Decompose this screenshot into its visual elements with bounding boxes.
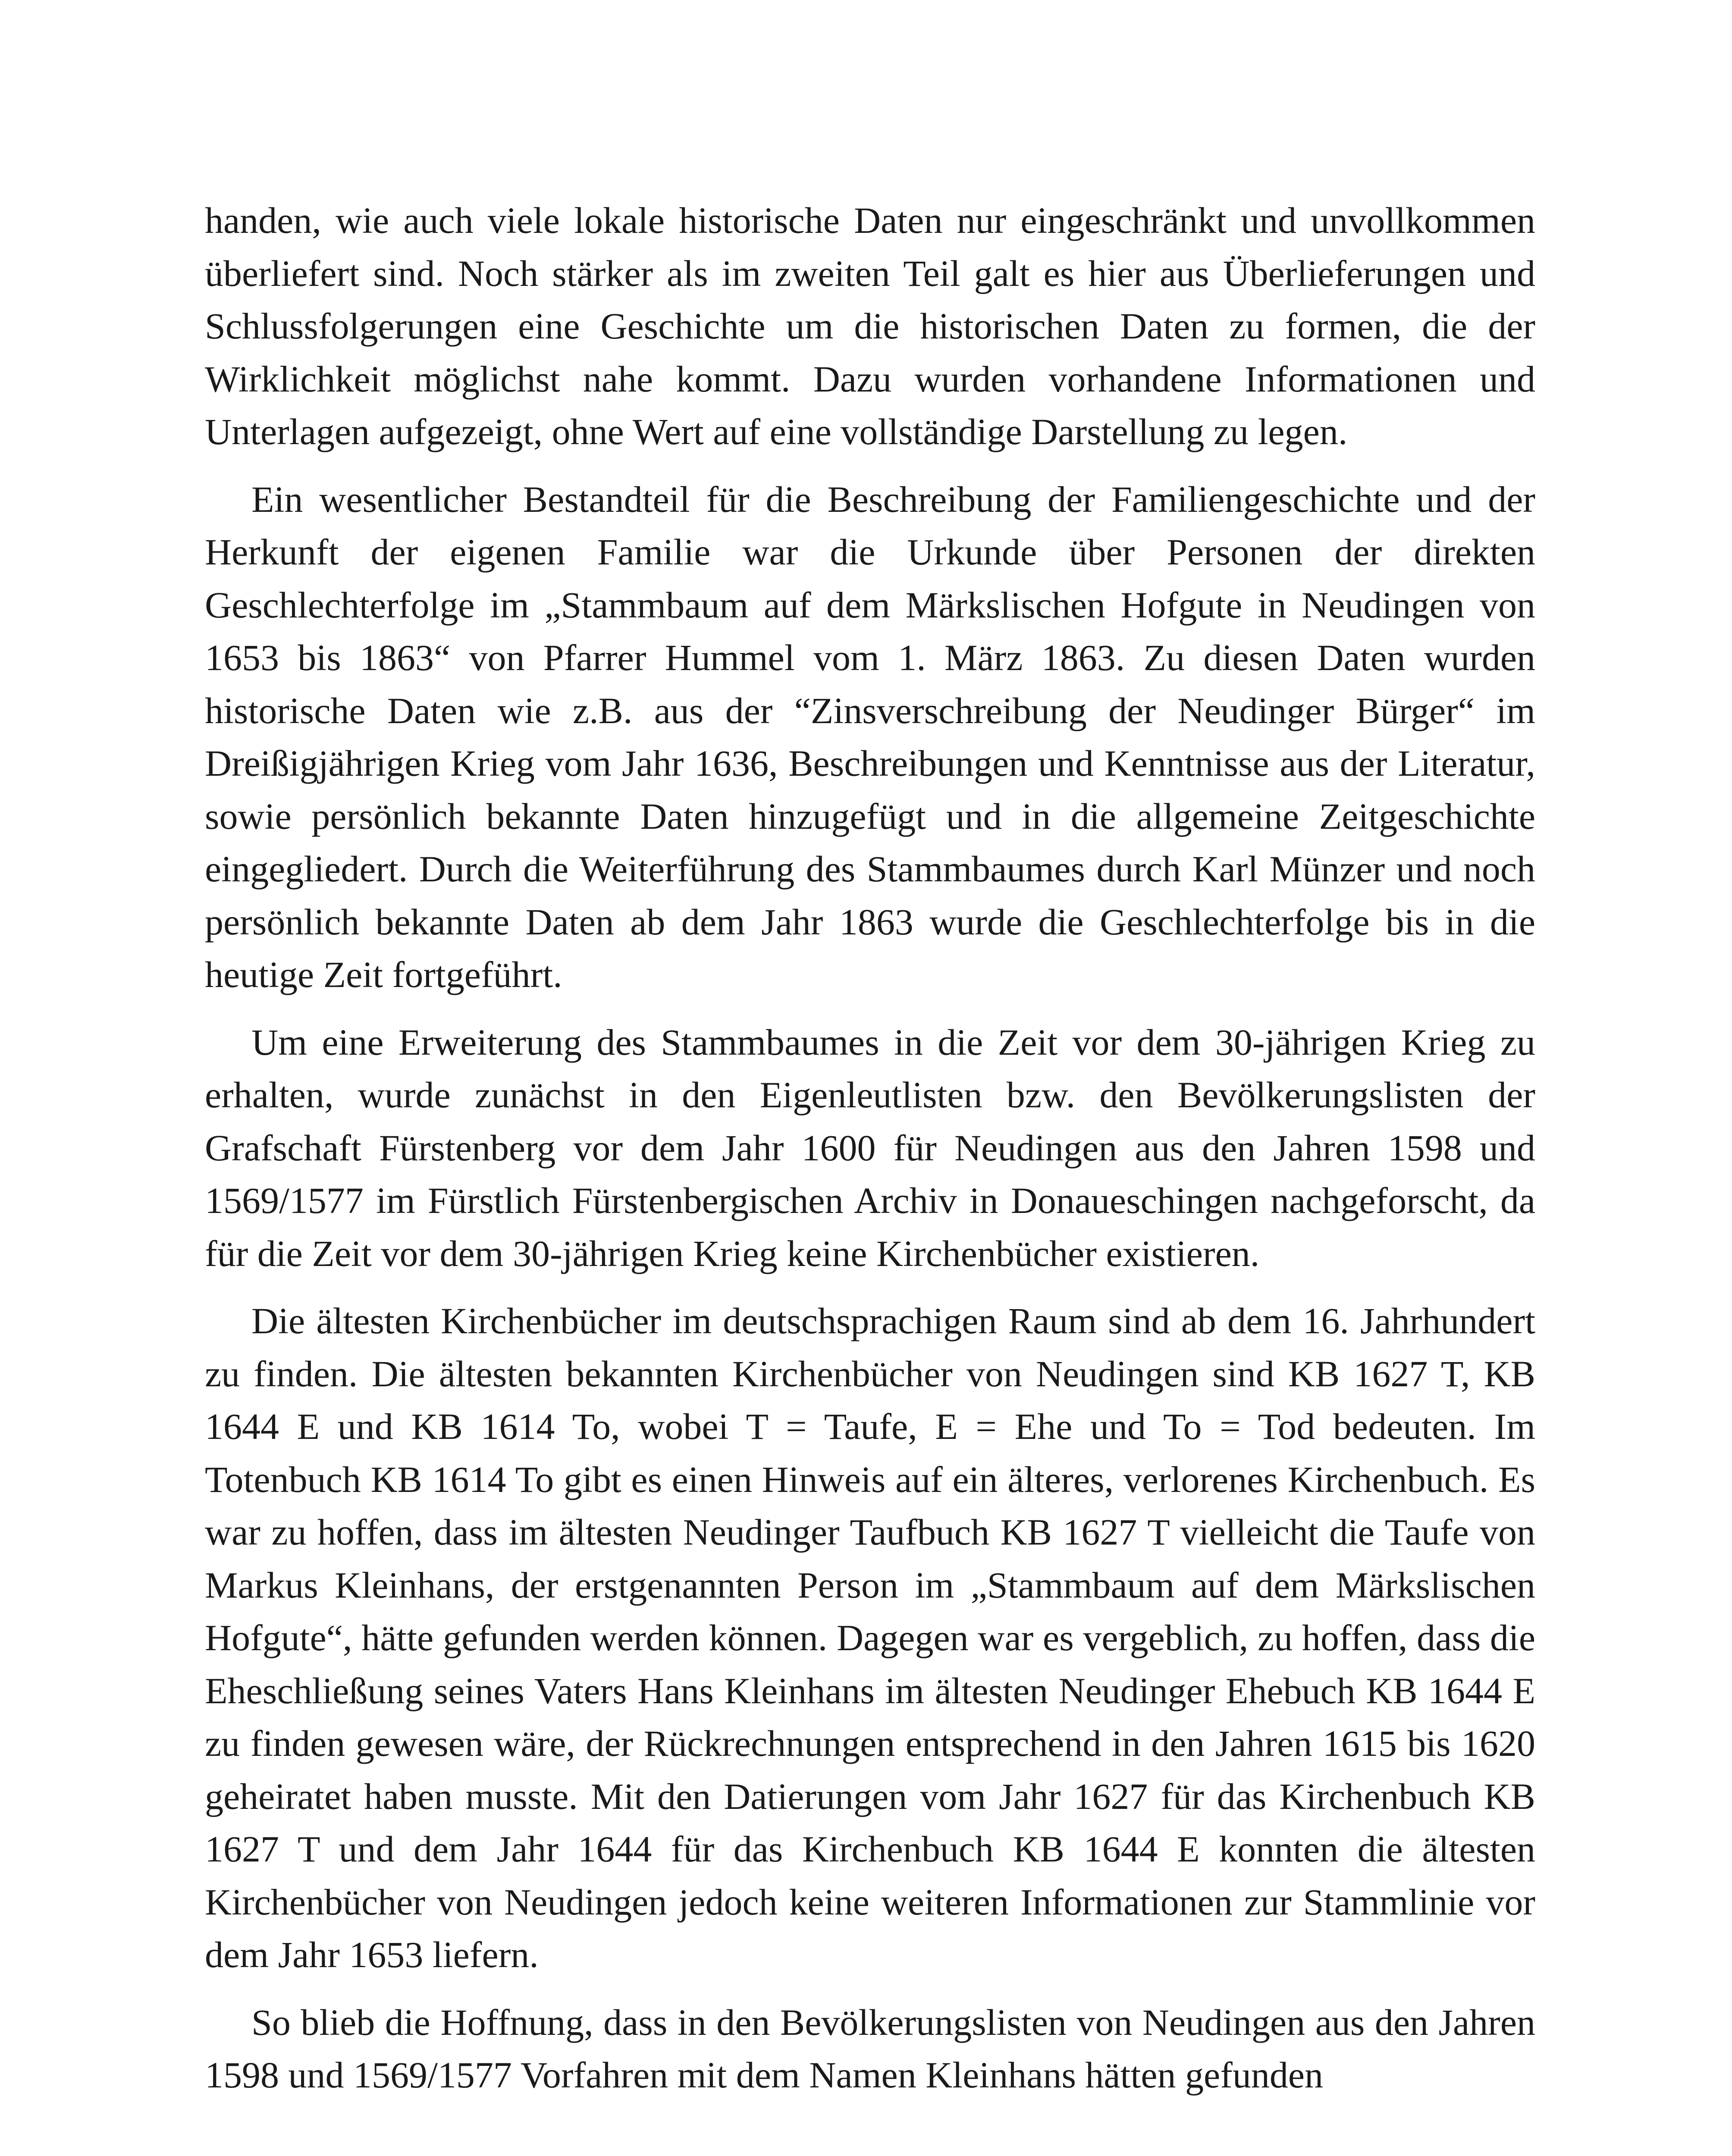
paragraph-4: Die ältesten Kirchenbücher im deutschsprachigen Raum sind ab dem 16. Jahrhundert zu finden. Die ältesten bekannten Kirchenbücher von Neudingen sind KB 1627 T, KB 1644 E und KB 1614 To, wobei T = Taufe, E = Ehe und To = Tod bedeuten. Im Totenbuch KB 1614 To gibt es einen Hinweis auf ein älteres, verlorenes Kirchenbuch. Es war zu hoffen, dass im ältesten Neudinger Taufbuch KB 1627 T vielleicht die Taufe von Markus Kleinhans, der erstgenannten Person im „Stammbaum auf dem Märkslischen Hofgute“, hätte gefunden werden können. Dagegen war es vergeblich, zu hoffen, dass die Eheschließung seines Vaters Hans Kleinhans im ältesten Neudinger Ehebuch KB 1644 E zu finden gewesen wäre, der Rückrechnungen entsprechend in den Jahren 1615 bis 1620 geheiratet haben musste. Mit den Datierungen vom Jahr 1627 für das Kirchenbuch KB 1627 T und dem Jahr 1644 für das Kirchenbuch KB 1644 E konnten die ältesten Kirchenbücher von Neudingen jedoch keine weiteren Informationen zur Stammlinie vor dem Jahr 1653 liefern.: [205, 1300, 1535, 1975]
paragraph-1: handen, wie auch viele lokale historische Daten nur eingeschränkt und unvollkommen überliefert sind. Noch stärker als im zweiten Teil galt es hier aus Überlieferungen und Schlussfolgerungen eine Geschichte um die historischen Daten zu formen, die der Wirklichkeit möglichst nahe kommt. Dazu wurden vorhandene Informationen und Unterlagen aufgezeigt, ohne Wert auf eine vollständige Darstellung zu legen.: [205, 200, 1535, 452]
paragraph-2: Ein wesentlicher Bestandteil für die Beschreibung der Familiengeschichte und der Herkunft der eigenen Familie war die Urkunde über Personen der direkten Geschlechterfolge im „Stammbaum auf dem Märkslischen Hofgute in Neudingen von 1653 bis 1863“ von Pfarrer Hummel vom 1. März 1863. Zu diesen Daten wurden historische Daten wie z.B. aus der “Zinsverschreibung der Neudinger Bürger“ im Dreißigjährigen Krieg vom Jahr 1636, Beschreibungen und Kenntnisse aus der Literatur, sowie persönlich bekannte Daten hinzugefügt und in die allgemeine Zeitgeschichte eingegliedert. Durch die Weiterführung des Stammbaumes durch Karl Münzer und noch persönlich bekannte Daten ab dem Jahr 1863 wurde die Geschlechterfolge bis in die heutige Zeit fortgeführt.: [205, 478, 1535, 995]
paragraph-5: So blieb die Hoffnung, dass in den Bevölkerungslisten von Neudingen aus den Jahren 1598 und 1569/1577 Vorfahren mit dem Namen Kleinhans hätten gefunden: [205, 2001, 1535, 2096]
body-text: [205, 194, 1535, 2102]
paragraph-3: Um eine Erweiterung des Stammbaumes in die Zeit vor dem 30-jährigen Krieg zu erhalten, wurde zunächst in den Eigenleutlisten bzw. den Bevölkerungslisten der Grafschaft Fürstenberg vor dem Jahr 1600 für Neudingen aus den Jahren 1598 und 1569/1577 im Fürstlich Fürstenbergischen Archiv in Donaueschingen nachgeforscht, da für die Zeit vor dem 30-jährigen Krieg keine Kirchenbücher existieren.: [205, 1021, 1535, 1274]
